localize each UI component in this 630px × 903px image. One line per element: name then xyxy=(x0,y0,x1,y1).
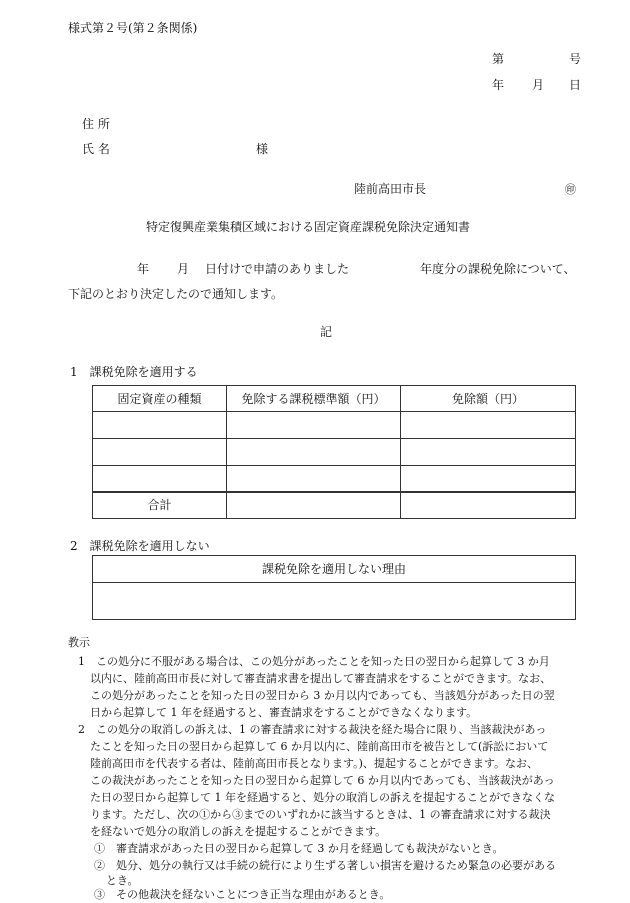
seal-mark: ㊞ xyxy=(565,183,576,196)
issuer-title: 陸前高田市長 xyxy=(354,182,427,196)
column-asset-type: 固定資産の種類 xyxy=(93,386,227,412)
total-label: 合計 xyxy=(93,492,227,519)
body-fiscal: 年度分の課税免除について、 xyxy=(420,262,576,276)
note-line: ① 審査請求があった日の翌日から起算して 3 か月を経過しても裁決がないとき。 xyxy=(94,842,504,855)
note-line: 陸前高田市を代表する者は、陸前高田市長となります。)、提起することができます。なお、 xyxy=(90,757,539,770)
table-cell xyxy=(401,439,576,466)
table-cell xyxy=(93,439,227,466)
note-line: ② 処分、処分の執行又は手続の続行により生ずる著しい損害を避けるため緊急の必要がある xyxy=(94,859,556,872)
notes-heading: 教示 xyxy=(68,636,90,649)
note-line: 1 この処分に不服がある場合は、この処分があったことを知った日の翌日から起算して 3 か月 xyxy=(78,655,550,668)
column-exempt-amount: 免除額（円） xyxy=(401,386,576,412)
note-line: を経ないで処分の取消しの訴えを提起することができます。 xyxy=(90,825,387,838)
name-label: 氏 名 xyxy=(82,142,110,156)
total-row xyxy=(93,492,576,519)
body-year: 年 xyxy=(137,262,150,276)
honorific: 様 xyxy=(256,142,269,156)
non-exemption-table xyxy=(92,555,576,620)
table-cell xyxy=(227,492,401,519)
note-line: た日の翌日から起算して 1 年を経過すると、処分の取消しの訴えを提起することができなくな xyxy=(90,791,555,804)
exemption-table xyxy=(92,385,576,519)
column-tax-base: 免除する課税標準額（円） xyxy=(227,386,401,412)
section2-heading: 2 課税免除を適用しない xyxy=(70,539,210,553)
document-title: 特定復興産業集積区域における固定資産課税免除決定通知書 xyxy=(146,220,471,234)
table-cell xyxy=(401,492,576,519)
table-cell xyxy=(227,412,401,439)
address-label: 住 所 xyxy=(82,117,110,131)
note-line: ③ その他裁決を経ないことにつき正当な理由があるとき。 xyxy=(94,888,391,901)
table-cell xyxy=(227,466,401,492)
table-cell xyxy=(401,412,576,439)
body-month: 月 xyxy=(177,262,190,276)
number-suffix: 号 xyxy=(569,52,582,66)
table-cell xyxy=(227,439,401,466)
date-year: 年 xyxy=(492,78,505,92)
form-label: 様式第２号(第２条関係) xyxy=(68,21,198,35)
note-line: 日から起算して 1 年を経過すると、審査請求をすることができなくなります。 xyxy=(90,706,478,719)
number-label: 第 xyxy=(492,52,505,66)
note-line: この処分があったことを知った日の翌日から 3 か月以内であっても、当該処分があった日の翌 xyxy=(90,689,555,702)
date-month: 月 xyxy=(532,78,545,92)
note-line: 2 この処分の取消しの訴えは、1 の審査請求に対する裁決を経た場合に限り、当該裁決があっ xyxy=(78,723,547,736)
note-line: たことを知った日の翌日から起算して 6 か月以内に、陸前高田市を被告として(訴訟において xyxy=(90,740,549,753)
table-row xyxy=(93,466,576,492)
table-row xyxy=(93,439,576,466)
table-row xyxy=(93,583,576,620)
note-line: ります。ただし、次の①から③までのいずれかに該当するときは、1 の審査請求に対する裁決 xyxy=(90,808,551,821)
ki-mark: 記 xyxy=(320,325,333,339)
body-line-2: 下記のとおり決定したので通知します。 xyxy=(68,287,284,301)
table-cell xyxy=(93,466,227,492)
body-date-suffix: 日付けで申請のありました xyxy=(205,262,350,276)
table-cell xyxy=(401,466,576,492)
note-line: 以内に、陸前高田市長に対して審査請求書を提出して審査請求をすることができます。なお、 xyxy=(90,672,552,685)
column-reason: 課税免除を適用しない理由 xyxy=(93,556,576,583)
table-cell xyxy=(93,583,576,620)
note-line: とき。 xyxy=(106,874,139,887)
table-row xyxy=(93,412,576,439)
table-cell xyxy=(93,412,227,439)
note-line: この裁決があったことを知った日の翌日から起算して 6 か月以内であっても、当該裁決があっ xyxy=(90,774,555,787)
section1-heading: 1 課税免除を適用する xyxy=(70,365,198,379)
date-day: 日 xyxy=(569,78,582,92)
